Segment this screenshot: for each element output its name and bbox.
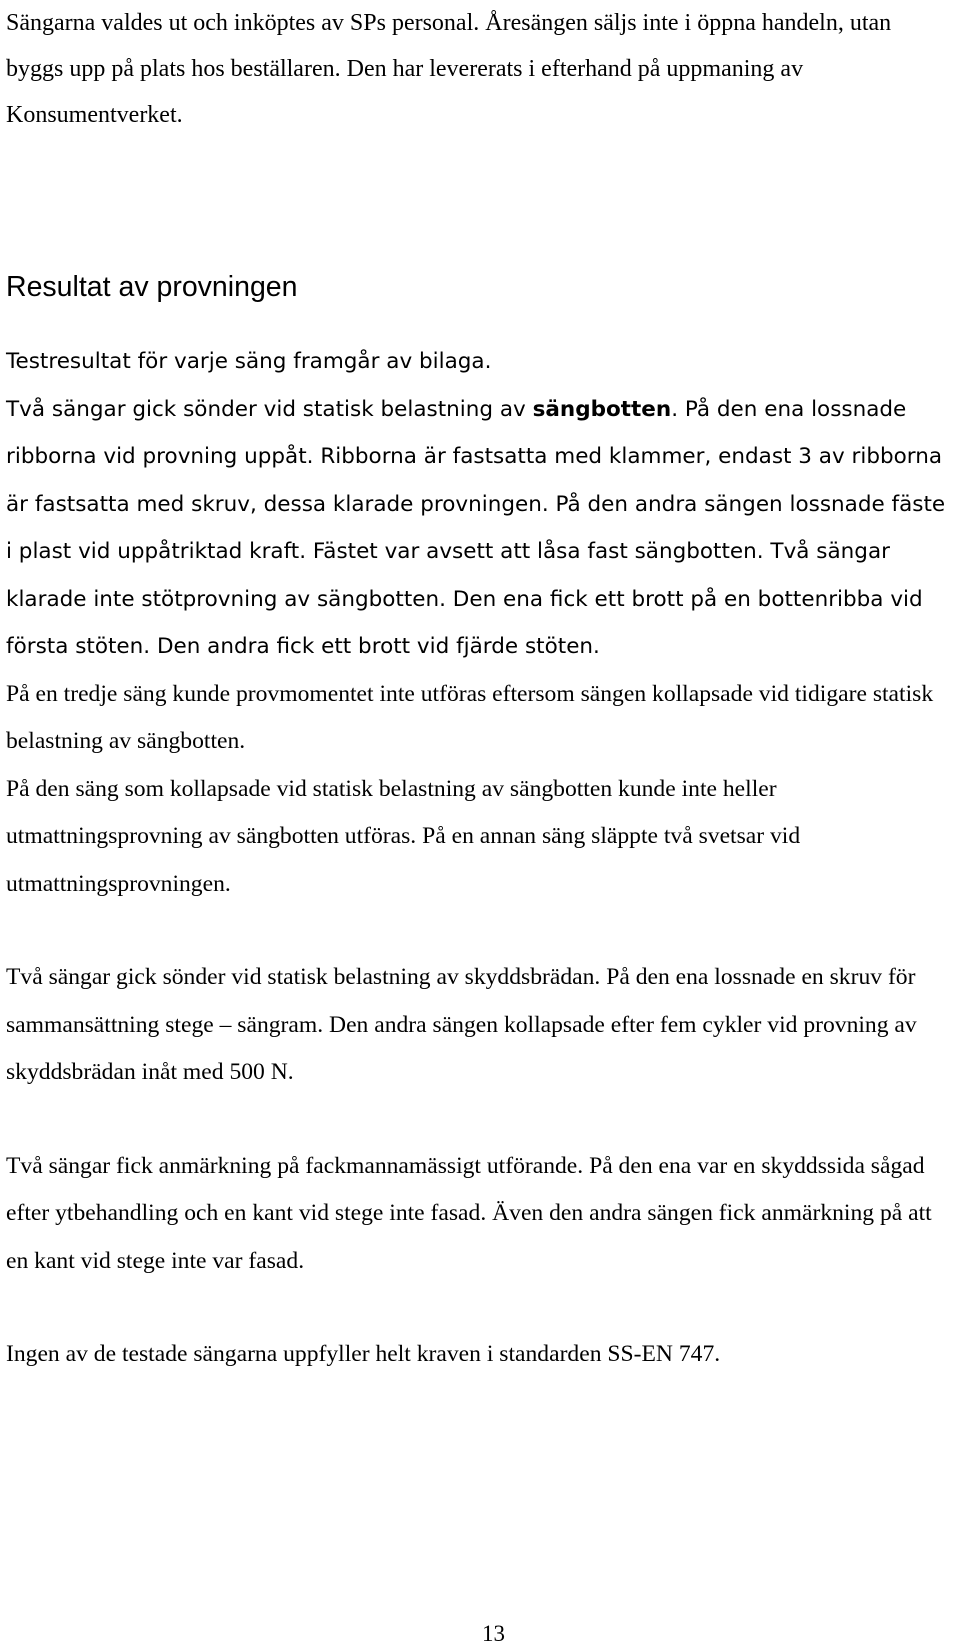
results-paragraph-2 bbox=[6, 386, 946, 671]
results-paragraph-6: Två sängar fick anmärkning på fackmannamässigt utförande. På den ena var en skyddssida sågad efter ytbehandling och en kant vid stege inte fasad. Även den andra sängen fick anmärkning på att en kant vid stege inte var fasad. bbox=[6, 1152, 932, 1274]
results-p2-start: Två sängar gick sönder vid statisk belastning av bbox=[6, 396, 533, 422]
page-number: 13 bbox=[482, 1621, 505, 1646]
results-p2-serif: Ribborna är fastsatta med klammer, endast 3 av bbox=[313, 444, 852, 469]
results-p1-text: Testresultat för varje säng framgår av bilaga. bbox=[6, 349, 492, 374]
results-paragraph-1 bbox=[6, 338, 946, 386]
results-paragraph-7: Ingen av de testade sängarna uppfyller helt kraven i standarden SS-EN 747. bbox=[6, 1341, 721, 1367]
results-paragraph-3: På en tredje säng kunde provmomentet inte utföras eftersom sängen kollapsade vid tidigare statisk belastning av sängbotten. bbox=[6, 680, 934, 754]
results-p2-tail: ribborna är fastsatta med skruv, dessa klarade provningen. På den andra sängen lossnade fäste i plast vid uppåtriktad kraft. Fästet var avsett att låsa fast sängbotten. Två sängar klarade inte stötprovning av sängbotten. Den ena fick ett brott på en bottenribba vid första stöten. Den andra fick ett brott vid fjärde stöten. bbox=[6, 444, 946, 659]
intro-paragraph: Sängarna valdes ut och inköptes av SPs personal. Åresängen säljs inte i öppna handeln, utan byggs upp på plats hos beställaren. Den har levererats i efterhand på uppmaning av Konsumentverket. bbox=[6, 10, 892, 128]
section-heading: Resultat av provningen bbox=[6, 271, 298, 303]
results-section bbox=[6, 338, 946, 1379]
results-p2-bold: sängbotten bbox=[532, 396, 672, 422]
results-p2-rest: . På den ena lossnade ribborna vid provning uppåt. bbox=[6, 396, 907, 469]
results-paragraph-4: På den säng som kollapsade vid statisk belastning av sängbotten kunde inte heller utmattningsprovning av sängbotten utföras. På en annan säng släppte två svetsar vid utmattningsprovningen. bbox=[6, 775, 801, 897]
results-paragraph-5: Två sängar gick sönder vid statisk belastning av skyddsbrädan. På den ena lossnade en skruv för sammansättning stege – sängram. Den andra sängen kollapsade efter fem cykler vid provning av skyddsbrädan inåt med 500 N. bbox=[6, 964, 917, 1085]
